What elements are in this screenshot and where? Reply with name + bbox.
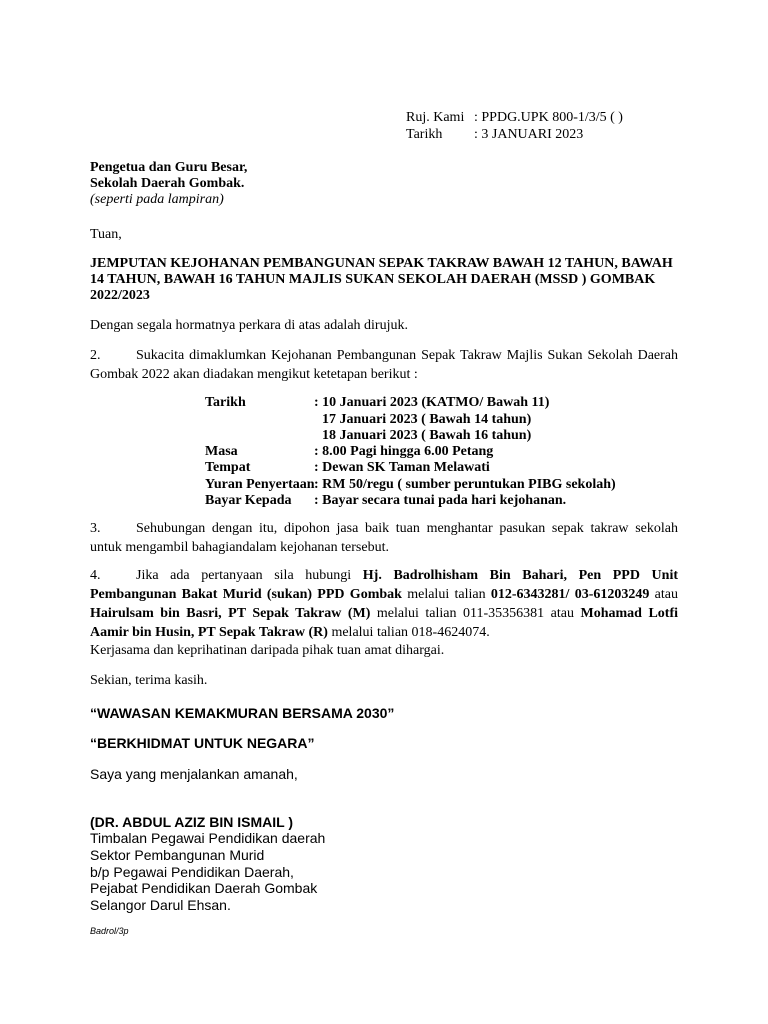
paragraph-4-text-1: Jika ada pertanyaan sila hubungi	[136, 568, 363, 583]
slogan-2: “BERKHIDMAT UNTUK NEGARA”	[90, 735, 315, 751]
closing-line: Sekian, terima kasih.	[90, 673, 208, 688]
contact-2-name: Hairulsam bin Basri, PT Sepak Takraw (M)	[90, 606, 371, 621]
schedule-tarikh-1: : 10 Januari 2023 (KATMO/ Bawah 11)	[314, 395, 550, 410]
ruj-value: : PPDG.UPK 800-1/3/5 ( )	[474, 110, 623, 125]
paragraph-4-text-2: melalui talian	[401, 587, 491, 602]
tarikh-value: : 3 JANUARI 2023	[474, 127, 584, 142]
contact-1-phone: 012-6343281/ 03-61203249	[490, 587, 650, 602]
paragraph-3	[90, 519, 678, 557]
paragraph-4	[90, 566, 678, 642]
signoff-line: Saya yang menjalankan amanah,	[90, 766, 298, 782]
schedule-bayar-label: Bayar Kepada	[205, 493, 292, 508]
schedule-tempat-value: : Dewan SK Taman Melawati	[314, 460, 490, 475]
signatory-title-5: Selangor Darul Ehsan.	[90, 897, 231, 913]
schedule-yuran-value: : RM 50/regu ( sumber peruntukan PIBG sekolah)	[314, 477, 616, 492]
signatory-title-3: b/p Pegawai Pendidikan Daerah,	[90, 864, 294, 880]
signatory-name: (DR. ABDUL AZIZ BIN ISMAIL )	[90, 814, 293, 830]
paragraph-3-text: Sehubungan dengan itu, dipohon jasa baik tuan menghantar pasukan sepak takraw sekolah untuk mengambil bahagiandalam kejohanan tersebut.	[90, 521, 678, 555]
ruj-label: Ruj. Kami	[406, 110, 465, 125]
paragraph-4-text-4: melalui talian 011-35356381 atau	[370, 606, 581, 621]
paragraph-2	[90, 346, 678, 384]
schedule-masa-label: Masa	[205, 444, 238, 459]
thanks-line: Kerjasama dan keprihatinan daripada pihak tuan amat dihargai.	[90, 643, 445, 658]
recipient-line-1: Pengetua dan Guru Besar,	[90, 160, 248, 175]
signatory-title-1: Timbalan Pegawai Pendidikan daerah	[90, 830, 326, 846]
paragraph-2-number: 2.	[90, 348, 101, 363]
letter-subject: JEMPUTAN KEJOHANAN PEMBANGUNAN SEPAK TAKRAW BAWAH 12 TAHUN, BAWAH 14 TAHUN, BAWAH 16 TAHUN MAJLIS SUKAN SEKOLAH DAERAH (MSSD ) GOMBAK 2022/2023	[90, 256, 673, 303]
paragraph-4-text-5: melalui talian 018-4624074.	[327, 625, 490, 640]
schedule-tarikh-label: Tarikh	[205, 395, 246, 410]
schedule-bayar-value: : Bayar secara tunai pada hari kejohanan.	[314, 493, 567, 508]
salutation: Tuan,	[90, 227, 122, 242]
schedule-masa-value: : 8.00 Pagi hingga 6.00 Petang	[314, 444, 494, 459]
signatory-title-4: Pejabat Pendidikan Daerah Gombak	[90, 880, 318, 896]
paragraph-4-number: 4.	[90, 568, 101, 583]
recipient-line-2: Sekolah Daerah Gombak.	[90, 176, 245, 191]
tarikh-label: Tarikh	[406, 127, 443, 142]
schedule-tempat-label: Tempat	[205, 460, 251, 475]
recipient-line-3: (seperti pada lampiran)	[90, 192, 224, 207]
schedule-tarikh-3: 18 Januari 2023 ( Bawah 16 tahun)	[322, 428, 532, 443]
schedule-tarikh-2: 17 Januari 2023 ( Bawah 14 tahun)	[322, 412, 532, 427]
paragraph-3-number: 3.	[90, 521, 101, 536]
contact-3-name: Mohamad Lotfi Aamir bin Husin, PT Sepak Takraw (R)	[90, 606, 678, 640]
slogan-1: “WAWASAN KEMAKMURAN BERSAMA 2030”	[90, 705, 395, 721]
paragraph-4-text-3: atau	[649, 587, 678, 602]
contact-1-name: Hj. Badrolhisham Bin Bahari, Pen PPD Unit Pembangunan Bakat Murid (sukan) PPD Gombak	[90, 568, 678, 602]
schedule-yuran-label: Yuran Penyertaan	[205, 477, 315, 492]
paragraph-2-text: Sukacita dimaklumkan Kejohanan Pembangunan Sepak Takraw Majlis Sukan Sekolah Daerah Gombak 2022 akan diadakan mengikut ketetapan berikut :	[90, 348, 678, 382]
signatory-title-2: Sektor Pembangunan Murid	[90, 847, 265, 863]
intro-paragraph: Dengan segala hormatnya perkara di atas adalah dirujuk.	[90, 318, 408, 333]
reference-code: Badrol/3p	[90, 926, 129, 936]
